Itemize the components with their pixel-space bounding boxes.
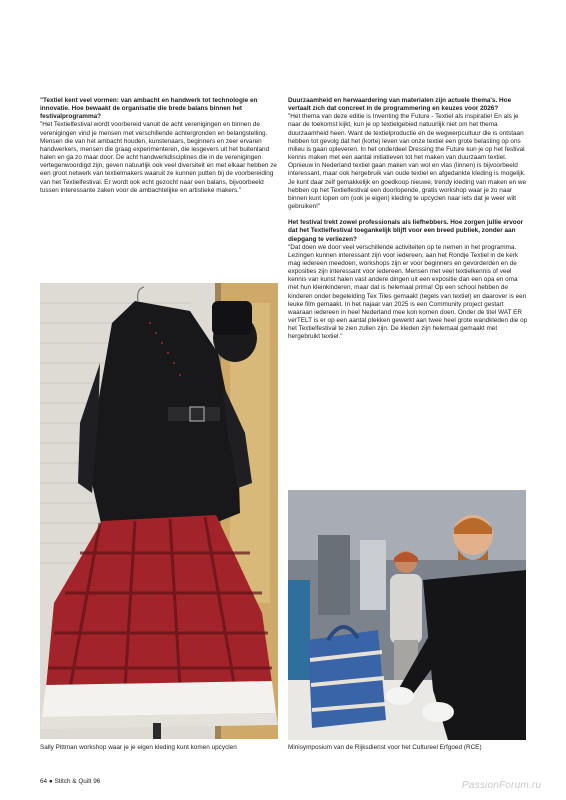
interview-question: Duurzaamheid en herwaardering van materialen zijn actuele thema's. Hoe vertaalt zich dat concreet in de programmering en keuzes voor 2026?	[288, 97, 512, 113]
interview-question: Het festival trekt zowel professionals als liefhebbers. Hoe zorgen jullie ervoor dat het Textielfestival toegankelijk blijft voor een breed publiek, zonder aan diepgang te verliezen?	[288, 219, 524, 243]
photo-upcycled-dress	[40, 283, 278, 739]
dress-illustration	[40, 283, 278, 739]
site-watermark: PassionForum.ru	[462, 780, 542, 791]
paragraph-gap	[288, 211, 528, 219]
photo-caption-left: Sally Pittman workshop waar je je eigen kleding kunt komen upcyclen	[40, 744, 237, 751]
article-column-right	[288, 97, 528, 342]
interview-answer: "Het thema van deze editie is Inventing the Future - Textiel als inspiratie! En als je naar de toekomst kijkt, kun je op textielgebied natuurlijk niet om het thema duurzaamheid heen. Want de textielproductie en de wegwerpcultuur die is ontstaan hebben tot gevolg dat het (korte) leven van onze textiel een grote belasting op ons milieu is gaan opleveren. In het onderdeel Dressing the Future kun je op het festival kennis maken met een aantal initiatieven tot het maken van duurzaam textiel. Opnieuw in Nederland textiel gaan maken van wol en vlas (linnen) is bijvoorbeeld interessant, maar ook hergebruik van oude textiel en afgedankte kleding is mogelijk. Je kunt daar zelf gemakkelijk en goedkoop nieuwe, trendy kleding van maken en we hebben op het Textielfestival een doorlopende, gratis workshop waar je zo naar binnen kunt lopen om (ook je eigen) kleding te upcyclen naar iets dat je weer wilt gebruiken!"	[288, 113, 527, 211]
photo-minisymposium	[288, 490, 526, 740]
workshop-illustration	[288, 490, 526, 740]
interview-answer: "Het Textielfestival wordt voorbereid vanuit de acht verenigingen en binnen de verenigingen vind je mensen met verschillende achtergronden en belangstelling. Mensen die van het ambacht houden, kunstenaars, beginners en zeer ervaren handwerkers, mensen die graag experimenteren, die lesgevers uit het buitenland halen en ga zo maar door. De acht handwerkdisciplines die in de verenigingen vertegenwoordigd zijn, geven natuurlijk ook veel diversiteit en met elkaar hebben ze een groot netwerk van textielmakers waaruit ze kunnen putten bij de voorbereiding van het Textielfestival. Er wordt ook echt gezocht naar een balans, bijvoorbeeld tussen interessante zaken voor de ambachtelijke en artistieke makers."	[40, 121, 277, 194]
photo-caption-right: Minisymposium van de Rijksdienst voor het Cultureel Erfgoed (RCE)	[288, 744, 482, 751]
page-folio: 64 ● Stitch & Quilt 96	[40, 778, 101, 785]
interview-question: "Textiel kent veel vormen: van ambacht en handwerk tot technologie en innovatie. Hoe bewaakt de organisatie die brede balans binnen het festivalprogramma?	[40, 97, 258, 121]
article-column-left	[40, 97, 278, 195]
interview-answer: "Dat doen we door veel verschillende activiteiten op te nemen in het programma. Lezingen kunnen interessant zijn voor iedereen, aan het Rondje Textiel in de kerk mag iedereen meedoen, workshops zijn er voor beginners en gevorderden en de exposities zijn interessant voor iedereen. Mensen met veel textielkennis of veel kennis van kunst halen vast andere dingen uit een expositie dan een opa en oma met hun kleinkinderen, maar dat is helemaal prima! Op een school hebben de kinderen onder begeleiding Tex Tiles gemaakt (tegels van textiel) en daarover is een leuke film gemaakt. In het najaar van 2025 is een Community project gestart waaraan iedereen in heel Nederland mee kon komen doen. Onder de titel WAT ER verTELT is er op een aantal plekken gewerkt aan twee heel grote wandkleden die op het Textielfestival te zien zullen zijn. De kleden zijn helemaal gemaakt met hergebruikt textiel."	[288, 243, 528, 341]
